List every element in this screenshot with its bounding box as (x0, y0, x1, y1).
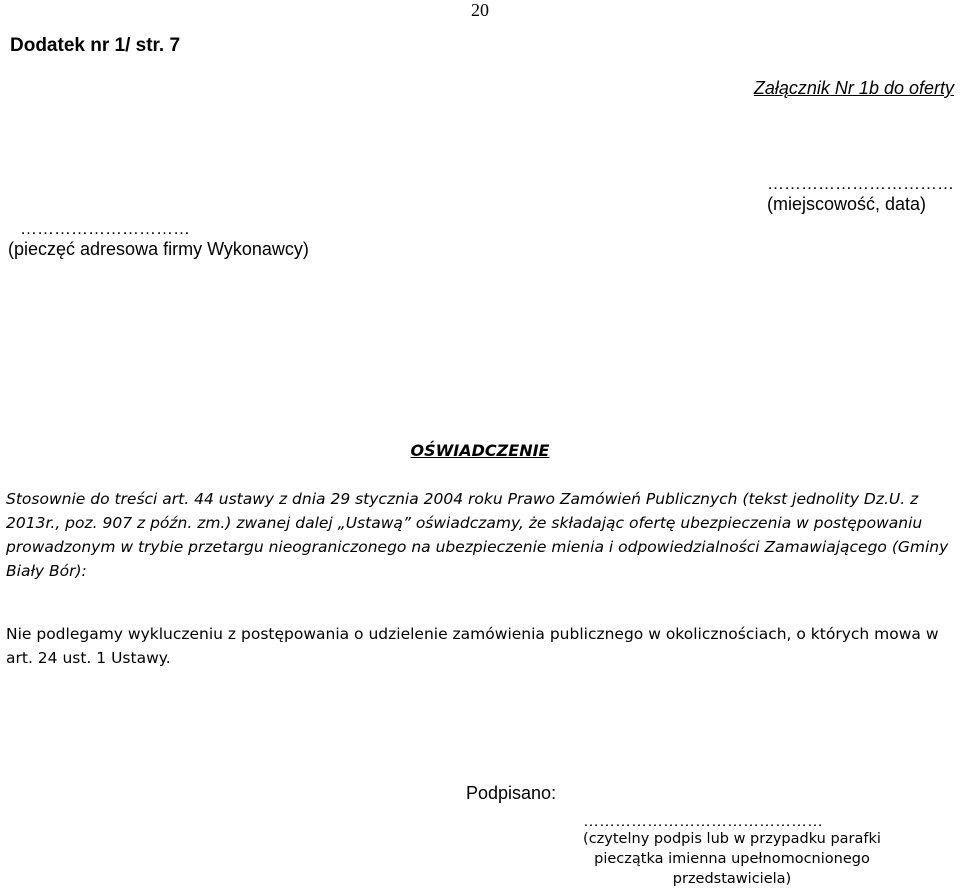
signed-label: Podpisano: (466, 783, 557, 803)
appendix-header: Dodatek nr 1/ str. 7 (10, 35, 181, 56)
attachment-label: Załącznik Nr 1b do oferty (753, 78, 954, 98)
page-number: 20 (471, 0, 489, 20)
company-stamp-dots: ………………………… (20, 219, 190, 238)
signature-dots: ……………………………………… (583, 813, 823, 830)
company-stamp-label: (pieczęć adresowa firmy Wykonawcy) (8, 239, 309, 259)
intro-paragraph (6, 487, 954, 583)
intro-declaration: ) zwanej dalej „Ustawą” oświadczamy, że składając ofertę ubezpieczenia w postępowaniu prowadzonym w trybie przetargu nieograniczonego na ubezpieczenie mienia i odpowiedzialności Zamawiającego (Gminy Biały Bór): (6, 514, 949, 580)
intro-legal-basis: Stosownie do treści art. 44 ustawy z dnia 29 stycznia 2004 roku Prawo Zamówień Publicznych (tekst jednolity Dz.U. z 2013r., poz. 907 z późn. zm. (6, 490, 919, 532)
place-date-dots: …………………………… (767, 174, 954, 193)
place-date-label: (miejscowość, data) (766, 194, 926, 214)
document-heading: OŚWIADCZENIE (410, 441, 550, 460)
signature-caption: (czytelny podpis lub w przypadku parafki pieczątka imienna upełnomocnionego przedstawiciela) (583, 831, 881, 887)
statement-paragraph: Nie podlegamy wykluczeniu z postępowania o udzielenie zamówienia publicznego w okolicznościach, o których mowa w art. 24 ust. 1 Ustawy. (6, 625, 939, 667)
